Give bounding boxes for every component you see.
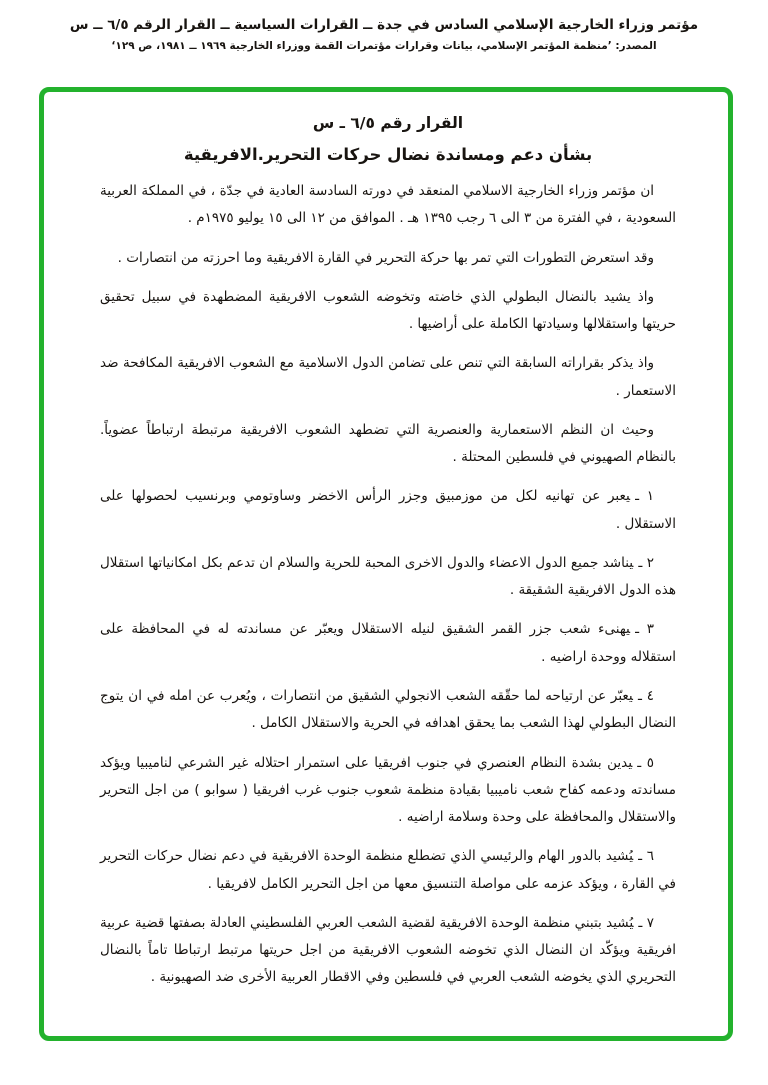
page-header [0, 0, 768, 52]
clause-text: يعبّر عن ارتياحه لما حقّقه الشعب الانجولي الشقيق من انتصارات ، ويُعرب عن امله في ان يتوج النضال البطولي لهذا الشعب بما يحقق اهدافه في الحرية والاستقلال الكامل . [100, 687, 676, 732]
resolution-document [44, 92, 728, 992]
resolution-clause-2 [100, 550, 676, 605]
resolution-clause-6 [100, 843, 676, 898]
clause-number: ٥ ـ [637, 754, 655, 771]
clause-text: يعبر عن تهانيه لكل من موزمبيق وجزر الرأس الاخضر وساوتومي وبرنسيب لحصولها على الاستقلال . [100, 488, 676, 532]
clause-text: يناشد جميع الدول الاعضاء والدول الاخرى المحبة للحرية والسلام ان تدعم بكل امكانياتها استقلال هذه الدول الافريقية الشقيقة . [100, 554, 676, 599]
clause-number: ٧ ـ [638, 914, 654, 931]
preamble-paragraph-3: واذ يشيد بالنضال البطولي الذي خاضته وتخوضه الشعوب الافريقية المضطهدة في سبيل تحقيق حريتها واستقلالها وسيادتها الكاملة على أراضيها . [100, 288, 676, 333]
clause-text: يهنىء شعب جزر القمر الشقيق لنيله الاستقلال ويعبّر عن مساندته له في المحافظة على استقلاله ووحدة اراضيه . [100, 621, 676, 665]
clause-number: ١ ـ [635, 488, 654, 505]
preamble-paragraph-5: وحيث ان النظم الاستعمارية والعنصرية التي تضطهد الشعوب الافريقية مرتبطة ارتباطاً عضوياً. بالنظام الصهيوني في فلسطين المحتلة . [100, 421, 676, 466]
resolution-clause-4 [100, 683, 676, 738]
clause-number: ٣ ـ [635, 621, 654, 638]
resolution-clause-5 [100, 750, 676, 832]
resolution-clause-3 [100, 616, 676, 671]
green-border-frame [39, 87, 733, 1041]
preamble-paragraph-1: ان مؤتمر وزراء الخارجية الاسلامي المنعقد في دورته السادسة العادية في جدّة ، في المملكة العربية السعودية ، في الفترة من ٣ الى ٦ رجب ١٣٩٥ هـ . الموافق من ١٢ الى ١٥ يوليو ١٩٧٥م . [100, 183, 676, 227]
clause-text: يُشيد بتبني منظمة الوحدة الافريقية لقضية الشعب العربي الفلسطيني العادلة بصفتها قضية عربية افريقية ويؤكّد ان النضال الذي تخوضه الشعوب الافريقية من اجل حريتها مرتبط ارتباطا تاماً بالنضال التحريري الذي يخوضه الشعب العربي في فلسطين وفي الاقطار العربية الأخرى ضد الصهيونية . [100, 914, 676, 986]
clause-number: ٦ ـ [638, 848, 655, 865]
header-source: المصدر: ’منظمة المؤتمر الإسلامي، بيانات وقرارات مؤتمرات القمة ووزراء الخارجية ١٩٦٩ ــ ١٩٨١، ص ١٢٩‘ [111, 40, 657, 52]
clause-text: يدين بشدة النظام العنصري في جنوب افريقيا على استمرار احتلاله غير الشرعي لناميبيا ويؤكد مساندته ودعمه كفاح شعب ناميبيا بقيادة منظمة شعوب جنوب غرب افريقيا ( سوابو ) من اجل التحرير والاستقلال والمحافظة على وحدة وسلامة اراضيه . [100, 754, 676, 826]
clause-number: ٤ ـ [638, 687, 655, 704]
preamble-paragraph-2: وقد استعرض التطورات التي تمر بها حركة التحرير في القارة الافريقية وما احرزته من انتصارات . [117, 249, 654, 266]
resolution-clause-7 [100, 910, 676, 992]
clause-text: يُشيد بالدور الهام والرئيسي الذي تضطلع منظمة الوحدة الافريقية في دعم نضال حركات التحرير في القارة ، ويؤكد عزمه على مواصلة التنسيق معها من اجل التحرير الكامل لافريقيا . [100, 848, 676, 892]
clause-number: ٢ ـ [638, 554, 655, 571]
preamble-paragraph-4: واذ يذكر بقراراته السابقة التي تنص على تضامن الدول الاسلامية مع الشعوب الافريقية المكافحة ضد الاستعمار . [100, 355, 676, 399]
resolution-subtitle: بشأن دعم ومساندة نضال حركات التحرير.الافريقية [183, 145, 593, 164]
resolution-clause-1 [100, 483, 676, 538]
resolution-title: القرار رقم ٦/٥ ـ س [312, 114, 464, 132]
header-title: مؤتمر وزراء الخارجية الإسلامي السادس في جدة ــ القرارات السياسية ــ القرار الرقم ٦/٥ ــ س [69, 17, 699, 33]
